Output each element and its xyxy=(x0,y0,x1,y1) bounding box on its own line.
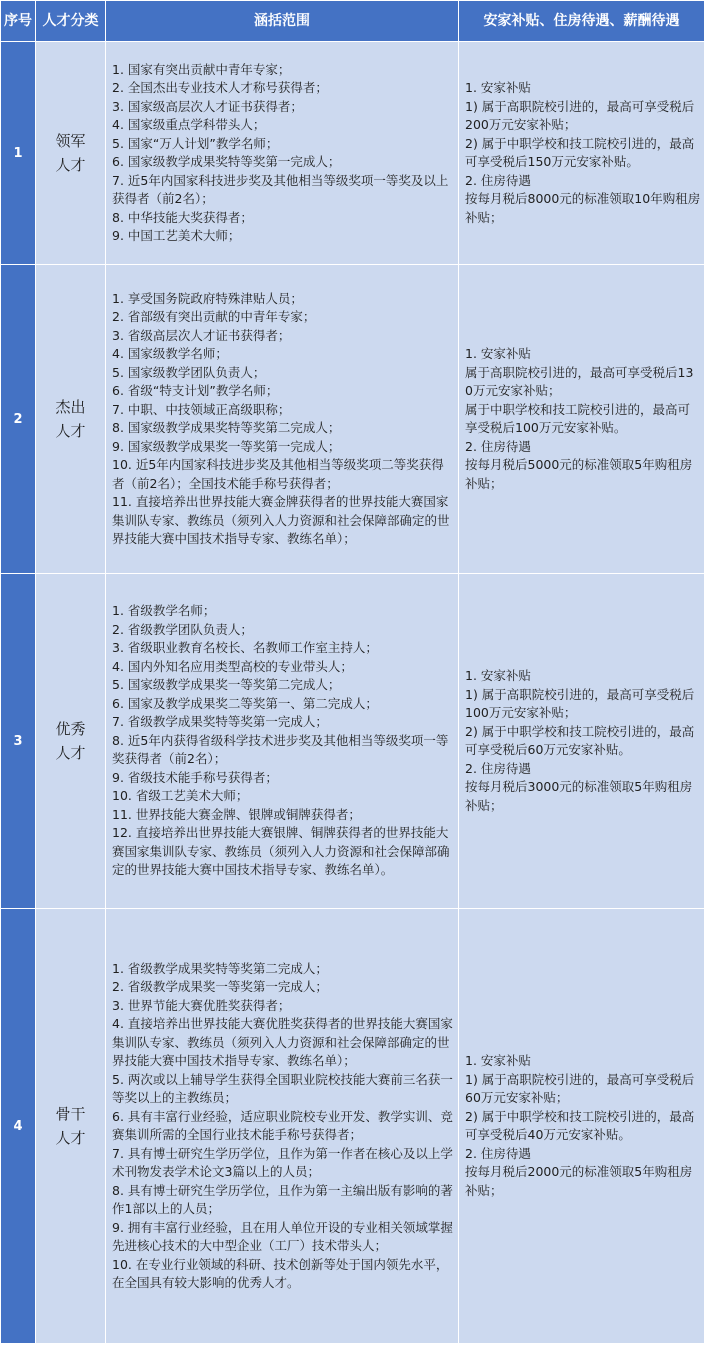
scope-item: 9. 国家级教学成果奖一等奖第一完成人； xyxy=(112,438,341,454)
scope-item: 5. 国家级教学团队负责人； xyxy=(112,364,266,380)
benefit-item: 1. 安家补贴 xyxy=(465,668,531,683)
scope-item: 4. 国家级重点学科带头人； xyxy=(112,117,266,132)
scope-item: 8. 近5年内获得省级科学技术进步奖及其他相当等级奖项一等奖获得者（前2名）； xyxy=(112,732,449,767)
benefits-cell xyxy=(459,574,704,909)
benefits-cell xyxy=(459,42,704,265)
scope-item: 4. 直接培养出世界技能大赛优胜奖获得者的世界技能大赛国家集训队专家、教练员（须列入人力资源和社会保障部确定的世界技能大赛中国技术指导专家、教练名单）； xyxy=(112,1016,453,1068)
scope-list xyxy=(112,61,455,246)
row-number: 4 xyxy=(1,909,36,1344)
row-number: 2 xyxy=(1,265,36,574)
scope-item: 10. 近5年内国家科技进步奖及其他相当等级奖项二等奖获得者（前2名）；全国技术能手称号获得者； xyxy=(112,457,444,491)
scope-item: 9. 中国工艺美术大师； xyxy=(112,228,241,243)
scope-item: 7. 近5年内国家科技进步奖及其他相当等级奖项一等奖及以上获得者（前2名）； xyxy=(112,172,449,206)
benefit-item: 2. 住房待遇 xyxy=(465,760,531,776)
benefit-item: 2. 住房待遇 xyxy=(465,172,531,188)
scope-item: 10. 在专业行业领域的科研、技术创新等处于国内领先水平，在全国具有较大影响的优秀人才。 xyxy=(112,1256,449,1290)
benefit-item: 2) 属于中职学校和技工院校引进的，最高可享受税后150万元安家补贴。 xyxy=(465,135,695,169)
benefit-item: 1. 安家补贴 xyxy=(465,80,531,95)
scope-list xyxy=(112,290,455,549)
talent-category: 杰出人才 xyxy=(36,265,106,574)
scope-item: 1. 国家有突出贡献中青年专家； xyxy=(112,61,291,77)
scope-item: 2. 全国杰出专业技术人才称号获得者； xyxy=(112,80,328,95)
benefit-item: 2) 属于中职学校和技工院校引进的，最高可享受税后60万元安家补贴。 xyxy=(465,723,695,757)
scope-item: 2. 省级教学成果奖一等奖第一完成人； xyxy=(112,979,328,994)
scope-item: 3. 省级高层次人才证书获得者； xyxy=(112,327,291,343)
benefits-list xyxy=(465,667,701,815)
scope-item: 1. 省级教学成果奖特等奖第二完成人； xyxy=(112,960,328,976)
benefit-item: 1) 属于高职院校引进的，最高可享受税后60万元安家补贴； xyxy=(465,1071,695,1105)
scope-item: 10. 省级工艺美术大师； xyxy=(112,788,249,804)
scope-item: 6. 国家及教学成果奖二等奖第一、第二完成人； xyxy=(112,695,378,711)
scope-item: 5. 国家级教学成果奖一等奖第二完成人； xyxy=(112,677,341,693)
scope-item: 7. 具有博士研究生学历学位，且作为第一作者在核心及以上学术刊物发表学术论文3篇以上的人员； xyxy=(112,1145,453,1179)
scope-item: 11. 直接培养出世界技能大赛金牌获得者的世界技能大赛国家集训队专家、教练员（须列入人力资源和社会保障部确定的世界技能大赛中国技术指导专家、教练名单）； xyxy=(112,494,450,546)
benefit-item: 按每月税后8000元的标准领取10年购租房补贴； xyxy=(465,191,701,225)
benefit-item: 2) 属于中职学校和技工院校引进的，最高可享受税后40万元安家补贴。 xyxy=(465,1108,695,1142)
header-category: 人才分类 xyxy=(36,1,106,42)
talent-category: 领军人才 xyxy=(36,42,106,265)
table-row xyxy=(1,42,704,265)
scope-item: 8. 中华技能大奖获得者； xyxy=(112,209,253,225)
row-number: 1 xyxy=(1,42,36,265)
header-scope: 涵括范围 xyxy=(106,1,459,42)
table-row xyxy=(1,265,704,574)
benefit-item: 2. 住房待遇 xyxy=(465,1145,531,1161)
scope-item: 7. 中职、中技领域正高级职称； xyxy=(112,401,291,417)
scope-item: 11. 世界技能大赛金牌、银牌或铜牌获得者； xyxy=(112,806,361,822)
scope-cell xyxy=(106,42,459,265)
talent-category: 优秀人才 xyxy=(36,574,106,909)
table-row xyxy=(1,909,704,1344)
benefit-item: 属于高职院校引进的，最高可享受税后130万元安家补贴； xyxy=(465,364,694,398)
scope-item: 9. 拥有丰富行业经验，且在用人单位开设的专业相关领域掌握先进核心技术的大中型企业（工厂）技术带头人； xyxy=(112,1219,453,1253)
benefit-item: 1) 属于高职院校引进的，最高可享受税后100万元安家补贴； xyxy=(465,686,695,720)
benefit-item: 按每月税后5000元的标准领取5年购租房补贴； xyxy=(465,457,693,491)
scope-item: 6. 具有丰富行业经验，适应职业院校专业开发、教学实训、竞赛集训所需的全国行业技术能手称号获得者； xyxy=(112,1108,453,1142)
scope-item: 1. 省级教学名师； xyxy=(112,603,216,619)
benefits-list xyxy=(465,79,701,227)
benefit-item: 1. 安家补贴 xyxy=(465,1053,531,1068)
benefits-list xyxy=(465,345,701,493)
benefits-cell xyxy=(459,909,704,1344)
benefit-item: 1) 属于高职院校引进的，最高可享受税后200万元安家补贴； xyxy=(465,98,695,132)
scope-cell xyxy=(106,265,459,574)
scope-cell xyxy=(106,574,459,909)
scope-item: 4. 国家级教学名师； xyxy=(112,346,228,361)
scope-item: 3. 省级职业教育名校长、名教师工作室主持人； xyxy=(112,640,378,656)
header-row xyxy=(1,1,704,42)
scope-item: 2. 省级教学团队负责人； xyxy=(112,621,253,637)
header-no: 序号 xyxy=(1,1,36,42)
scope-item: 5. 两次或以上辅导学生获得全国职业院校技能大赛前三名获一等奖以上的主教练员； xyxy=(112,1071,453,1105)
header-benefits: 安家补贴、住房待遇、薪酬待遇 xyxy=(459,1,704,42)
scope-item: 7. 省级教学成果奖特等奖第一完成人； xyxy=(112,714,328,730)
row-number: 3 xyxy=(1,574,36,909)
benefit-item: 2. 住房待遇 xyxy=(465,438,531,454)
scope-item: 12. 直接培养出世界技能大赛银牌、铜牌获得者的世界技能大赛国家集训队专家、教练员（须列入人力资源和社会保障部确定的世界技能大赛中国技术指导专家、教练名单）。 xyxy=(112,825,450,878)
benefits-cell xyxy=(459,265,704,574)
benefit-item: 1. 安家补贴 xyxy=(465,346,531,361)
benefits-list xyxy=(465,1052,701,1200)
table-row xyxy=(1,574,704,909)
scope-item: 8. 具有博士研究生学历学位，且作为第一主编出版有影响的著作1部以上的人员； xyxy=(112,1182,453,1216)
scope-item: 3. 国家级高层次人才证书获得者； xyxy=(112,98,303,114)
scope-item: 5. 国家“万人计划”教学名师； xyxy=(112,135,279,151)
scope-list xyxy=(112,960,455,1293)
scope-item: 2. 省部级有突出贡献的中青年专家； xyxy=(112,309,316,324)
scope-item: 1. 享受国务院政府特殊津贴人员； xyxy=(112,290,303,306)
scope-item: 9. 省级技术能手称号获得者； xyxy=(112,769,278,785)
talent-category: 骨干人才 xyxy=(36,909,106,1344)
scope-item: 4. 国内外知名应用类型高校的专业带头人； xyxy=(112,658,353,674)
scope-item: 6. 国家级教学成果奖特等奖第一完成人； xyxy=(112,154,341,169)
benefit-item: 属于中职学校和技工院校引进的，最高可享受税后100万元安家补贴。 xyxy=(465,401,691,435)
scope-item: 8. 国家级教学成果奖特等奖第二完成人； xyxy=(112,420,341,435)
scope-list xyxy=(112,602,455,880)
scope-item: 6. 省级“特支计划”教学名师； xyxy=(112,383,279,398)
benefit-item: 按每月税后3000元的标准领取5年购租房补贴； xyxy=(465,779,693,813)
scope-item: 3. 世界节能大赛优胜奖获得者； xyxy=(112,997,291,1013)
scope-cell xyxy=(106,909,459,1344)
benefit-item: 按每月税后2000元的标准领取5年购租房补贴； xyxy=(465,1164,693,1198)
